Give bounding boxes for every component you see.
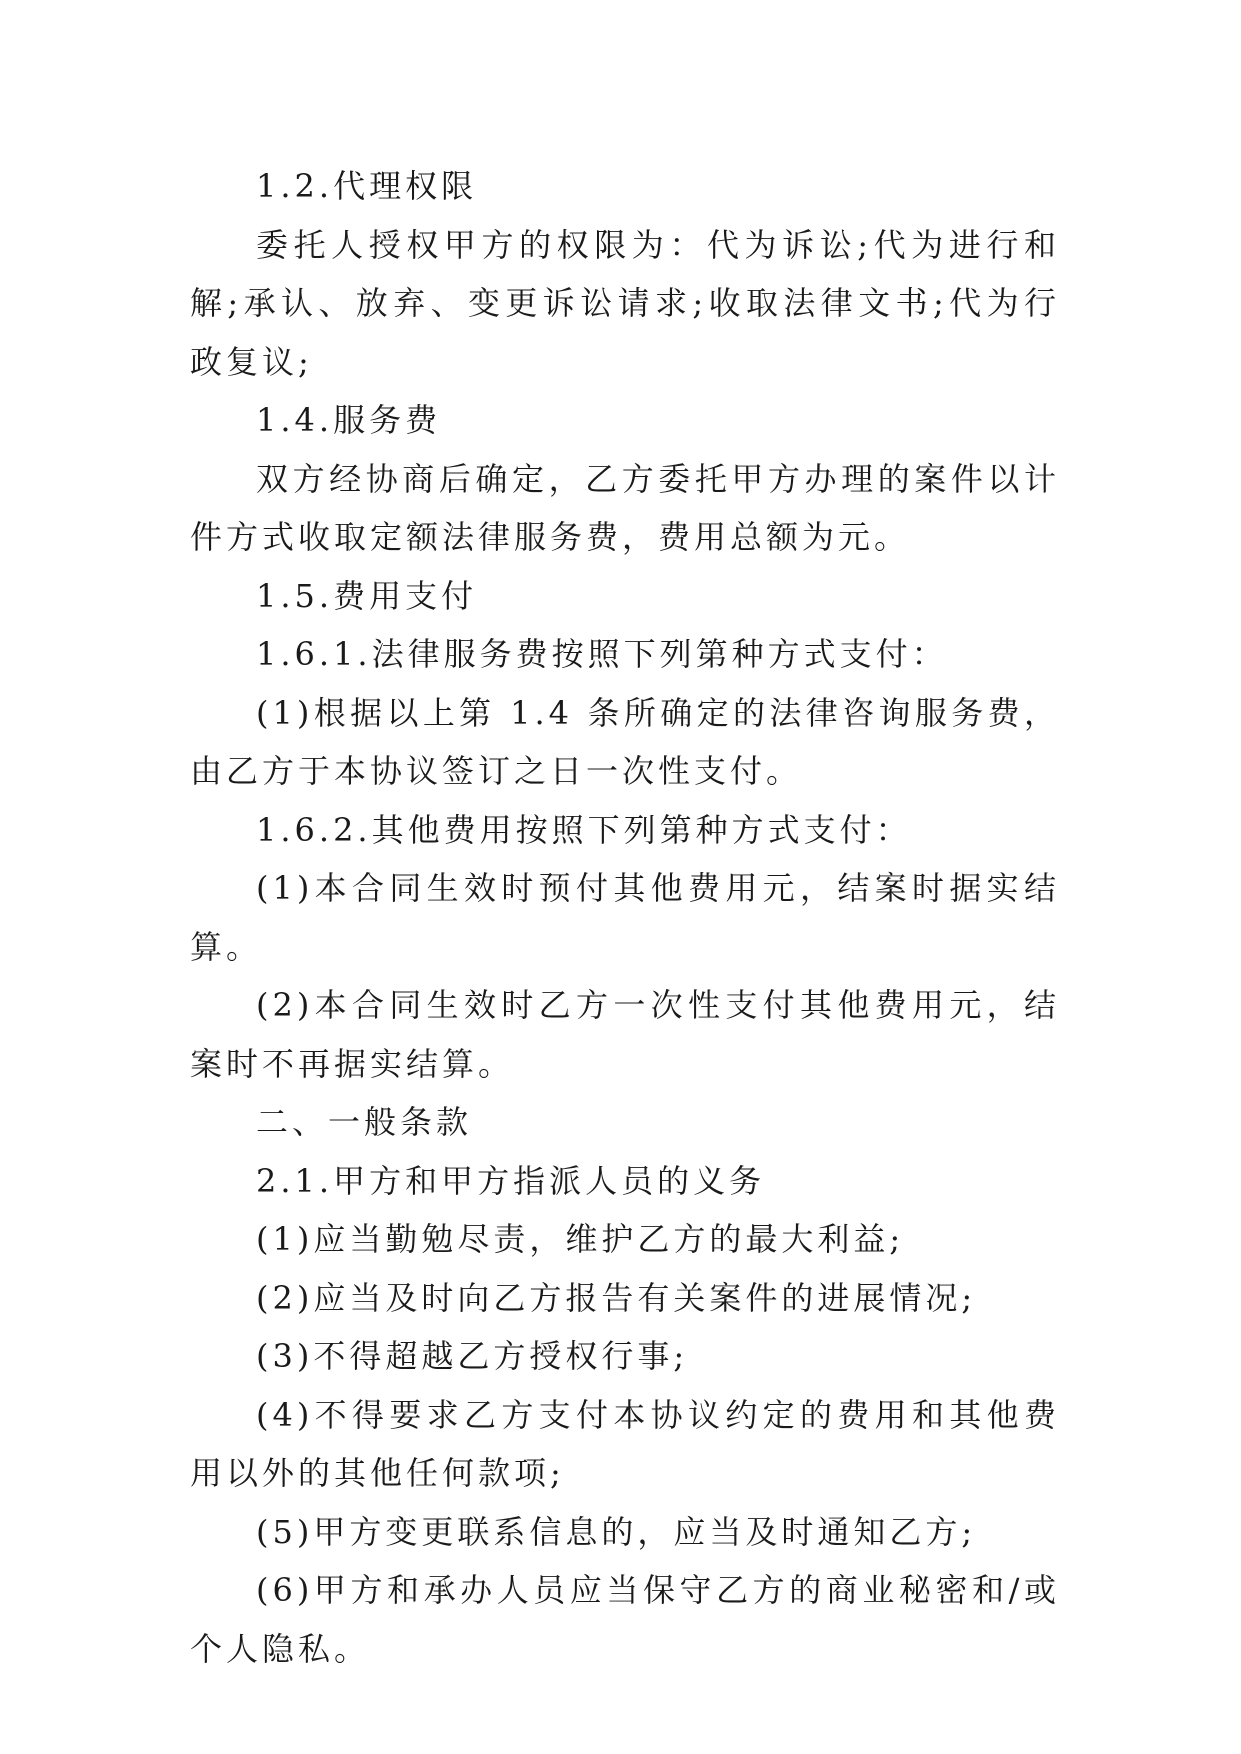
paragraph-authority-scope: 委托人授权甲方的权限为：代为诉讼;代为进行和解;承认、放弃、变更诉讼请求;收取法律文书;代为行政复议;	[190, 225, 1060, 381]
section-heading-fee-payment: 1.5.费用支付	[256, 576, 478, 615]
section-heading-general-terms: 二、一般条款	[256, 1103, 473, 1141]
section-heading-authority: 1.2.代理权限	[256, 167, 478, 205]
clause-legal-fee-method: 1.6.1.法律服务费按照下列第种方式支付：	[256, 635, 948, 673]
list-item-other-fee-1: (1)本合同生效时预付其他费用元，结案时据实结算。	[190, 869, 1060, 966]
list-item-obligation-3: (3)不得超越乙方授权行事;	[256, 1337, 689, 1375]
paragraph-service-fee: 双方经协商后确定，乙方委托甲方办理的案件以计件方式收取定额法律服务费，费用总额为元。	[190, 459, 1060, 556]
clause-other-fee-method: 1.6.2.其他费用按照下列第种方式支付：	[256, 810, 912, 849]
section-heading-service-fee: 1.4.服务费	[256, 401, 442, 439]
list-item-obligation-5: (5)甲方变更联系信息的，应当及时通知乙方;	[256, 1512, 977, 1551]
list-item-obligation-2: (2)应当及时向乙方报告有关案件的进展情况;	[256, 1278, 977, 1317]
list-item-obligation-6: (6)甲方和承办人员应当保守乙方的商业秘密和/或个人隐私。	[190, 1571, 1060, 1668]
list-item-legal-fee-1: (1)根据以上第 1.4 条所确定的法律咨询服务费，由乙方于本协议签订之日一次性支付。	[190, 693, 1060, 790]
document-body	[190, 157, 1060, 1678]
list-item-other-fee-2: (2)本合同生效时乙方一次性支付其他费用元，结案时不再据实结算。	[190, 986, 1060, 1083]
list-item-obligation-4: (4)不得要求乙方支付本协议约定的费用和其他费用以外的其他任何款项;	[190, 1395, 1060, 1492]
list-item-obligation-1: (1)应当勤勉尽责，维护乙方的最大利益;	[256, 1220, 905, 1258]
clause-party-a-obligations: 2.1.甲方和甲方指派人员的义务	[256, 1161, 766, 1200]
